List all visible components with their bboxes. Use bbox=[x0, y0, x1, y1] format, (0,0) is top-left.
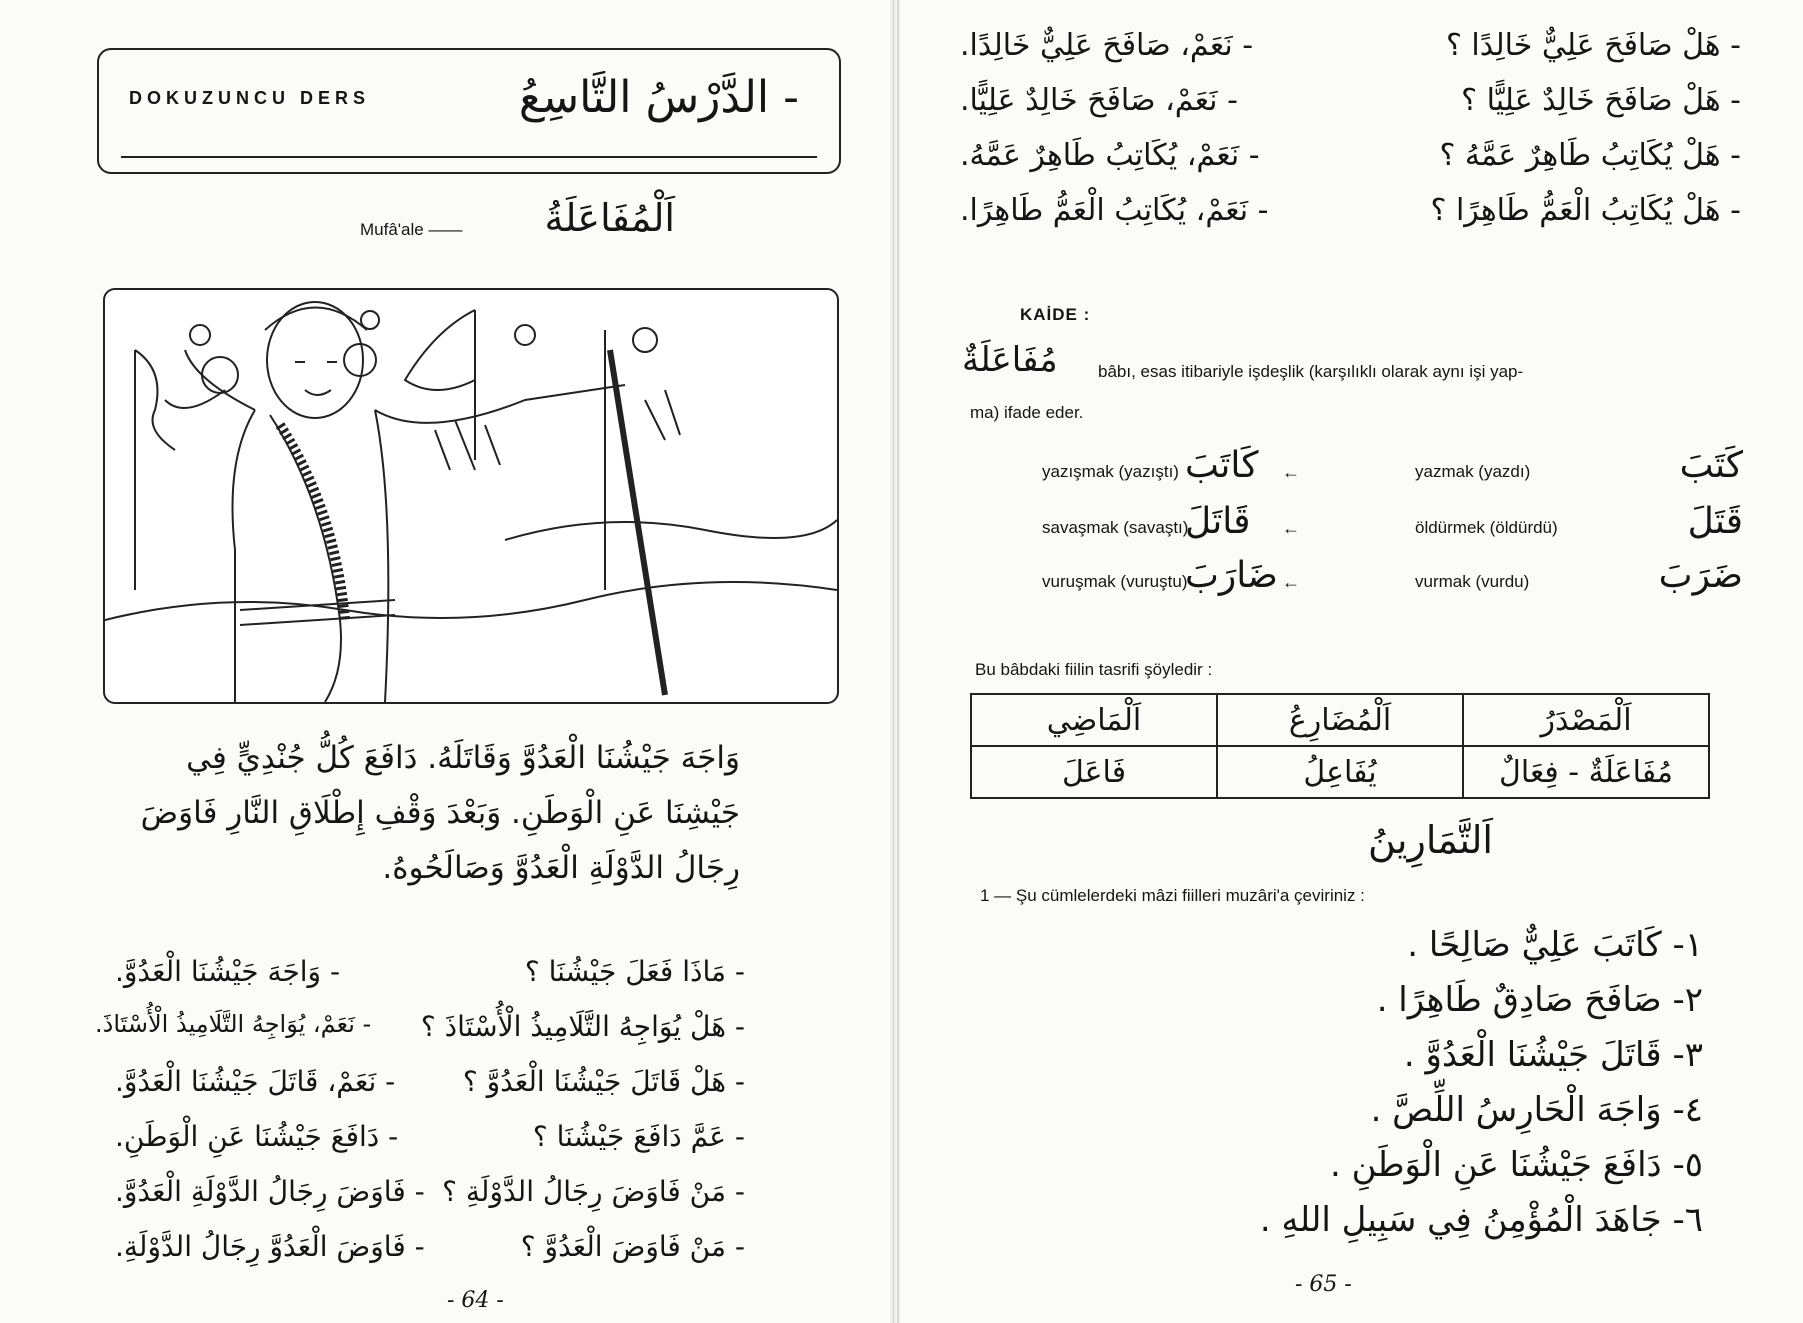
conjugation-intro: Bu bâbdaki fiilin tasrifi şöyledir : bbox=[975, 660, 1213, 679]
answer: - نَعَمْ، صَافَحَ عَلِيٌّ خَالِدًا. bbox=[960, 28, 1254, 63]
left-arrow-icon: ← bbox=[1282, 572, 1300, 592]
exercise-item: ٢- صَافَحَ صَادِقٌ طَاهِرًا . bbox=[1376, 980, 1703, 1020]
rule-label: KAİDE : bbox=[1020, 305, 1091, 324]
soldier-illustration-icon bbox=[103, 288, 839, 704]
base-verb-turkish: öldürmek (öldürdü) bbox=[1415, 518, 1558, 537]
question: - هَلْ يُكَاتِبُ الْعَمُّ طَاهِرًا ؟ bbox=[1430, 193, 1741, 228]
question: - هَلْ يُكَاتِبُ طَاهِرٌ عَمَّهُ ؟ bbox=[1439, 138, 1741, 173]
exercise-item: ٦- جَاهَدَ الْمُؤْمِنُ فِي سَبِيلِ اللهِ . bbox=[1259, 1200, 1703, 1240]
question: - هَلْ صَافَحَ خَالِدٌ عَلِيًّا ؟ bbox=[1461, 83, 1741, 118]
question: - مَنْ فَاوَضَ الْعَدُوَّ ؟ bbox=[520, 1230, 745, 1263]
illustration-drawing bbox=[105, 290, 837, 702]
table-header-cell: اَلْمَصْدَرُ bbox=[1463, 694, 1709, 746]
page-number: - 64 - bbox=[447, 1288, 504, 1313]
reading-paragraph-line-3: رِجَالُ الدَّوْلَةِ الْعَدُوَّ وَصَالَحُوهُ. bbox=[382, 850, 740, 886]
rule-text-line-1: bâbı, esas itibariyle işdeşlik (karşılıklı olarak aynı işi yap- bbox=[1098, 362, 1524, 381]
exercises-title: اَلتَّمَارِينُ bbox=[1367, 818, 1493, 862]
question: - مَنْ فَاوَضَ رِجَالُ الدَّوْلَةِ ؟ bbox=[442, 1175, 745, 1208]
question: - هَلْ يُوَاجِهُ التَّلَامِيذُ الْأُسْتَاذَ ؟ bbox=[420, 1010, 745, 1043]
derived-verb-arabic: ضَارَبَ bbox=[1185, 555, 1278, 596]
lesson-title-latin: DOKUZUNCU DERS bbox=[129, 88, 370, 108]
question: - عَمَّ دَافَعَ جَيْشُنَا ؟ bbox=[532, 1120, 745, 1153]
derived-verb-turkish: yazışmak (yazıştı) bbox=[1042, 462, 1179, 481]
question: - هَلْ صَافَحَ عَلِيٌّ خَالِدًا ؟ bbox=[1445, 28, 1741, 63]
question: - هَلْ قَاتَلَ جَيْشُنَا الْعَدُوَّ ؟ bbox=[462, 1065, 745, 1098]
table-row bbox=[971, 694, 1709, 746]
subtitle-arabic: اَلْمُفَاعَلَةُ bbox=[544, 196, 675, 240]
exercise-item: ٥- دَافَعَ جَيْشُنَا عَنِ الْوَطَنِ . bbox=[1329, 1145, 1703, 1185]
answer: - نَعَمْ، يُكَاتِبُ طَاهِرٌ عَمَّهُ. bbox=[960, 138, 1260, 173]
answer: - دَافَعَ جَيْشُنَا عَنِ الْوَطَنِ. bbox=[115, 1120, 399, 1153]
left-arrow-icon: ← bbox=[1282, 462, 1300, 482]
reading-paragraph-line-1: وَاجَهَ جَيْشُنَا الْعَدُوَّ وَقَاتَلَهُ. دَافَعَ كُلُّ جُنْدِيٍّ فِي bbox=[186, 740, 740, 776]
table-header-cell: اَلْمَاضِي bbox=[971, 694, 1217, 746]
answer: - وَاجَهَ جَيْشُنَا الْعَدُوَّ. bbox=[115, 955, 341, 988]
right-page bbox=[900, 0, 1803, 1323]
lesson-header-box bbox=[97, 48, 841, 174]
exercise-item: ١- كَاتَبَ عَلِيٌّ صَالِحًا . bbox=[1407, 925, 1703, 965]
table-cell: مُفَاعَلَةٌ - فِعَالٌ bbox=[1463, 746, 1709, 798]
left-page bbox=[0, 0, 890, 1323]
exercise-instruction: 1 — Şu cümlelerdeki mâzi fiilleri muzâri'a çeviriniz : bbox=[980, 886, 1365, 905]
exercise-item: ٤- وَاجَهَ الْحَارِسُ اللِّصَّ . bbox=[1370, 1090, 1703, 1130]
table-header-cell: اَلْمُضَارِعُ bbox=[1217, 694, 1463, 746]
conjugation-table bbox=[970, 693, 1710, 799]
table-cell: يُفَاعِلُ bbox=[1217, 746, 1463, 798]
subtitle-latin: Mufâ'ale —— bbox=[360, 220, 463, 239]
derived-verb-turkish: vuruşmak (vuruştu) bbox=[1042, 572, 1188, 591]
question: - مَاذَا فَعَلَ جَيْشُنَا ؟ bbox=[524, 955, 745, 988]
derived-verb-arabic: قَاتَلَ bbox=[1185, 501, 1251, 542]
base-verb-turkish: vurmak (vurdu) bbox=[1415, 572, 1530, 591]
page-number: - 65 - bbox=[1295, 1272, 1352, 1297]
answer: - فَاوَضَ رِجَالُ الدَّوْلَةِ الْعَدُوَّ. bbox=[115, 1175, 425, 1208]
base-verb-arabic: ضَرَبَ bbox=[1658, 555, 1743, 596]
answer: - نَعَمْ، يُكَاتِبُ الْعَمُّ طَاهِرًا. bbox=[960, 193, 1269, 228]
table-row bbox=[971, 746, 1709, 798]
rule-text-line-2: ma) ifade eder. bbox=[970, 403, 1084, 422]
answer: - نَعَمْ، صَافَحَ خَالِدٌ عَلِيًّا. bbox=[960, 83, 1238, 118]
base-verb-turkish: yazmak (yazdı) bbox=[1415, 462, 1531, 481]
answer: - نَعَمْ، يُوَاجِهُ التَّلَامِيذُ الْأُسْتَاذَ. bbox=[95, 1010, 372, 1038]
reading-paragraph-line-2: جَيْشِنَا عَنِ الْوَطَنِ. وَبَعْدَ وَقْفِ إِطْلَاقِ النَّارِ فَاوَضَ bbox=[140, 795, 740, 831]
derived-verb-arabic: كَاتَبَ bbox=[1185, 445, 1259, 486]
derived-verb-turkish: savaşmak (savaştı) bbox=[1042, 518, 1189, 537]
exercise-item: ٣- قَاتَلَ جَيْشُنَا الْعَدُوَّ . bbox=[1403, 1035, 1703, 1075]
table-cell: فَاعَلَ bbox=[971, 746, 1217, 798]
left-arrow-icon: ← bbox=[1282, 518, 1300, 538]
header-divider bbox=[121, 156, 817, 158]
base-verb-arabic: كَتَبَ bbox=[1679, 445, 1743, 486]
rule-arabic-term: مُفَاعَلَةٌ bbox=[962, 340, 1058, 380]
answer: - نَعَمْ، قَاتَلَ جَيْشُنَا الْعَدُوَّ. bbox=[115, 1065, 396, 1098]
lesson-title-arabic: - الدَّرْسُ التَّاسِعُ bbox=[518, 72, 799, 123]
answer: - فَاوَضَ الْعَدُوَّ رِجَالُ الدَّوْلَةِ. bbox=[115, 1230, 425, 1263]
base-verb-arabic: قَتَلَ bbox=[1687, 501, 1743, 542]
